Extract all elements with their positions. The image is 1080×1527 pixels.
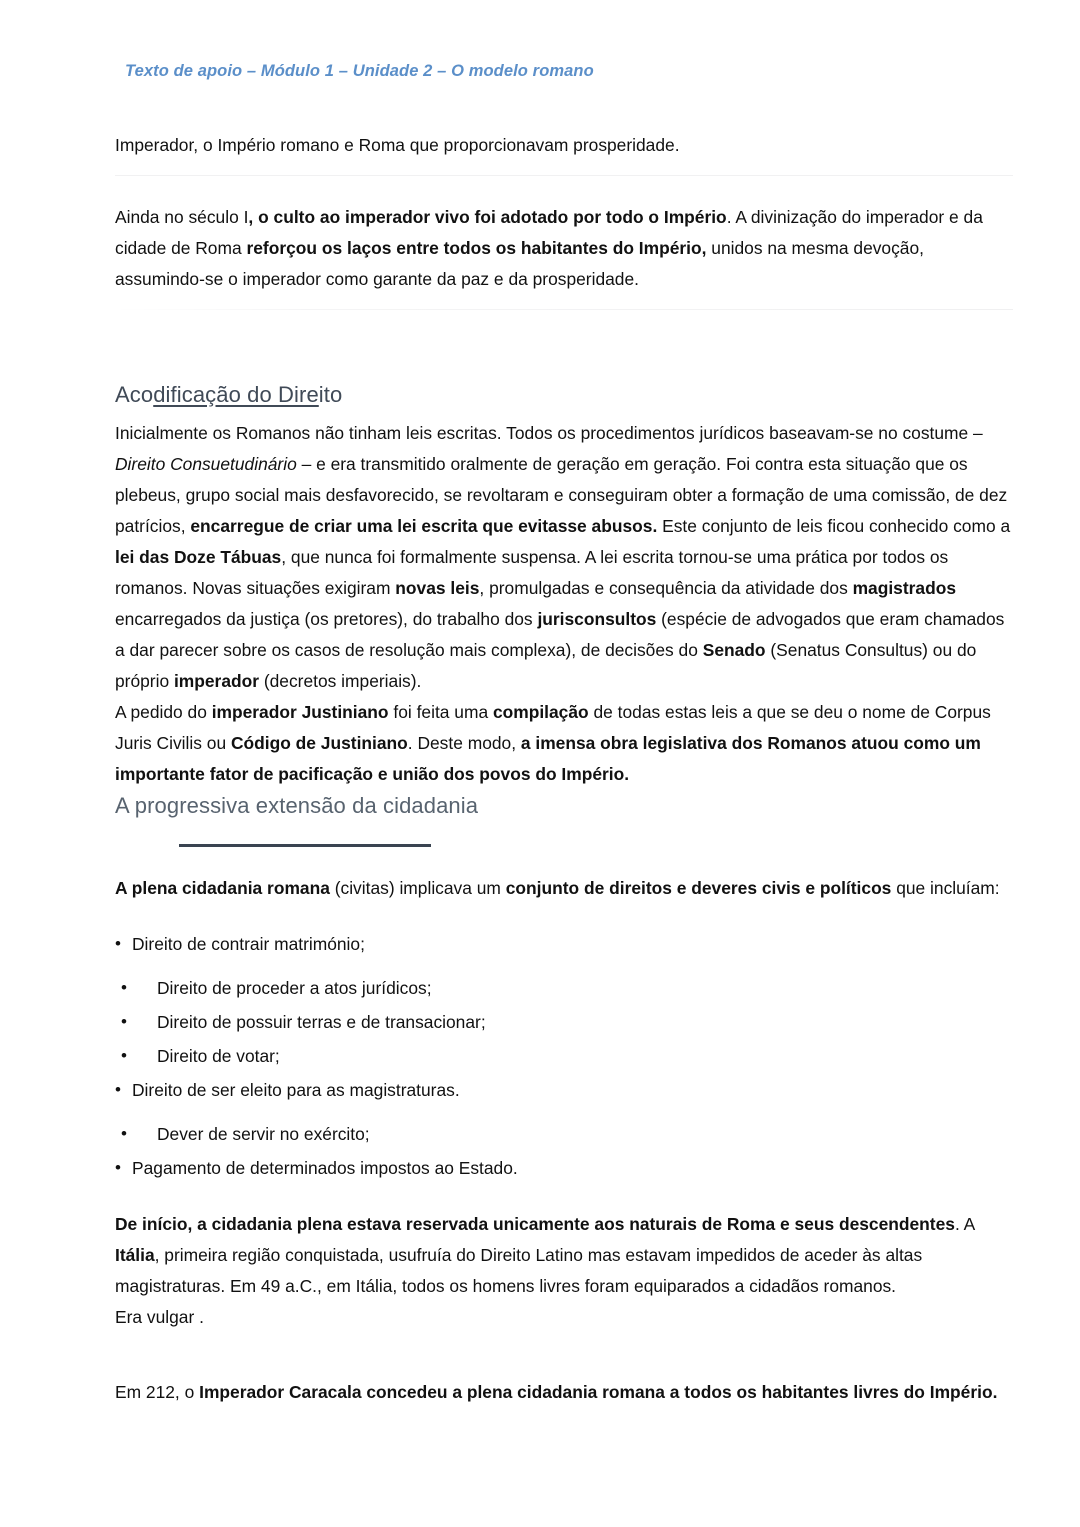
heading-suffix: ito <box>318 382 343 407</box>
cod-seg-15: (Senatus Consultus) ou do próprio <box>115 640 977 691</box>
paragraph-cidadania-intro <box>115 873 1013 904</box>
cod-seg-2-italic: Direito Consuetudinário <box>115 454 297 474</box>
just-seg-4-bold: compilação <box>492 702 589 722</box>
spacer <box>115 161 1013 175</box>
culto-seg-1: Ainda no século I <box>115 207 249 227</box>
spacer <box>115 1183 1013 1209</box>
cod-seg-17: (decretos imperiais). <box>259 671 422 691</box>
list-item <box>115 974 1013 1003</box>
intro-text: Imperador, o Império romano e Roma que proporcionavam prosperidade. <box>115 135 680 155</box>
spacer <box>115 410 1013 418</box>
paragraph-intro <box>115 130 1013 161</box>
culto-seg-4-bold: reforçou os laços entre todos os habitantes do Império, <box>246 238 707 258</box>
cod-seg-8-bold: novas leis <box>395 578 480 598</box>
spacer <box>115 847 1013 873</box>
list-item <box>115 1042 1013 1071</box>
cod-seg-3: – e era transmitido oralmente de geração em geração. Foi contra esta situação que os plebeus, grupo social mais desfavorecido, se revoltaram e conseguiram obter a formação de uma comissão, de dez patrícios, <box>115 454 1008 536</box>
list-item-label: Direito de votar; <box>157 1046 280 1066</box>
caracala-seg-2-bold: Imperador Caracala concedeu a plena cidadania romana a todos os habitantes livres do Império. <box>199 1382 998 1402</box>
list-item-label: Pagamento de determinados impostos ao Estado. <box>132 1158 518 1178</box>
paragraph-caracala <box>115 1377 1013 1408</box>
just-seg-7: . Deste modo, <box>407 733 521 753</box>
just-seg-3: foi feita uma <box>388 702 493 722</box>
cod-seg-10-bold: magistrados <box>852 578 957 598</box>
cod-seg-5: Este conjunto de leis ficou conhecido como a <box>657 516 1011 536</box>
list-item-label: Direito de ser eleito para as magistraturas. <box>132 1080 460 1100</box>
spacer <box>115 1333 1013 1377</box>
culto-seg-2-bold: , o culto ao imperador vivo foi adotado por todo o Império <box>248 207 727 227</box>
just-seg-8-bold: a imensa obra legislativa dos Romanos atuou como um importante fator de pacificação e união dos povos do Império. <box>115 733 981 784</box>
spacer <box>115 904 1013 930</box>
heading-codificacao-do-direito <box>115 380 1013 410</box>
list-item-label: Direito de contrair matrimónio; <box>132 934 365 954</box>
heading-progressiva-extensao-cidadania: A progressiva extensão da cidadania <box>115 793 479 818</box>
list-item <box>115 1120 1013 1149</box>
list-item <box>115 1076 1013 1105</box>
heading-prefix: Aco <box>115 382 154 407</box>
just-seg-5: de todas estas leis a que se deu o nome de Corpus Juris Civilis ou <box>115 702 991 753</box>
cid-seg-3-bold: conjunto de direitos e deveres civis e políticos <box>505 878 892 898</box>
list-item <box>115 1008 1013 1037</box>
heading-underlined-part: dificação do Dire <box>153 382 319 407</box>
culto-seg-5: unidos na mesma devoção, assumindo-se o imperador como garante da paz e da prosperidade. <box>115 238 924 289</box>
cid-seg-2: (civitas) implicava um <box>329 878 506 898</box>
caracala-seg-1: Em 212, o <box>115 1382 200 1402</box>
just-seg-2-bold: imperador Justiniano <box>211 702 389 722</box>
inicio-seg-3-bold: Itália <box>115 1245 155 1265</box>
cod-seg-16-bold: imperador <box>173 671 260 691</box>
cid-seg-4: que incluíam: <box>891 878 1000 898</box>
inicio-seg-4: , primeira região conquistada, usufruía do Direito Latino mas estavam impedidos de aceder às altas magistraturas. Em 49 a.C., em Itália, todos os homens livres foram equiparados a cidadãos romanos. <box>115 1245 923 1296</box>
cod-seg-11: encarregados da justiça (os pretores), do trabalho dos <box>115 609 538 629</box>
paragraph-culto-imperador <box>115 202 1013 295</box>
list-item-label: Direito de possuir terras e de transacionar; <box>157 1012 486 1032</box>
citizenship-rights-list <box>115 930 1013 1183</box>
cod-seg-13: (espécie de advogados que eram chamados a dar parecer sobre os casos de resolução mais complexa), de decisões do <box>115 609 1005 660</box>
just-seg-6-bold: Código de Justiniano <box>230 733 408 753</box>
inicio-seg-1-bold: De início, a cidadania plena estava reservada unicamente aos naturais de Roma e seus descendentes <box>115 1214 955 1234</box>
document-body <box>115 130 1013 1408</box>
list-item <box>115 1154 1013 1183</box>
culto-seg-3: . A divinização do imperador e da cidade de Roma <box>115 207 983 258</box>
running-header: Texto de apoio – Módulo 1 – Unidade 2 – O modelo romano <box>125 62 594 80</box>
paragraph-justiniano <box>115 697 1013 790</box>
cod-seg-6-bold: lei das Doze Tábuas <box>115 547 282 567</box>
vulgar-seg-1: Era vulgar <box>115 1307 200 1327</box>
paragraph-era-vulgar <box>115 1302 1013 1333</box>
cod-seg-4-bold: encarregue de criar uma lei escrita que evitasse abusos. <box>190 516 658 536</box>
cid-seg-1-bold: A plena cidadania romana <box>115 878 330 898</box>
paragraph-de-inicio <box>115 1209 1013 1302</box>
vulgar-seg-3: . <box>199 1307 204 1327</box>
spacer <box>115 176 1013 202</box>
cod-seg-9: , promulgadas e consequência da atividade dos <box>479 578 853 598</box>
inicio-seg-2: . A <box>954 1214 975 1234</box>
cod-seg-1: Inicialmente os Romanos não tinham leis escritas. Todos os procedimentos jurídicos baseavam-se no costume – <box>115 423 983 443</box>
spacer <box>115 310 1013 380</box>
spacer <box>115 295 1013 309</box>
just-seg-1: A pedido do <box>115 702 212 722</box>
paragraph-codificacao <box>115 418 1013 697</box>
cod-seg-14-bold: Senado <box>702 640 766 660</box>
cod-seg-7: , que nunca foi formalmente suspensa. A lei escrita tornou-se uma prática por todos os romanos. Novas situações exigiram <box>115 547 949 598</box>
list-item <box>115 930 1013 959</box>
list-item-label: Dever de servir no exército; <box>157 1124 370 1144</box>
list-item-label: Direito de proceder a atos jurídicos; <box>157 978 432 998</box>
cod-seg-12-bold: jurisconsultos <box>537 609 657 629</box>
